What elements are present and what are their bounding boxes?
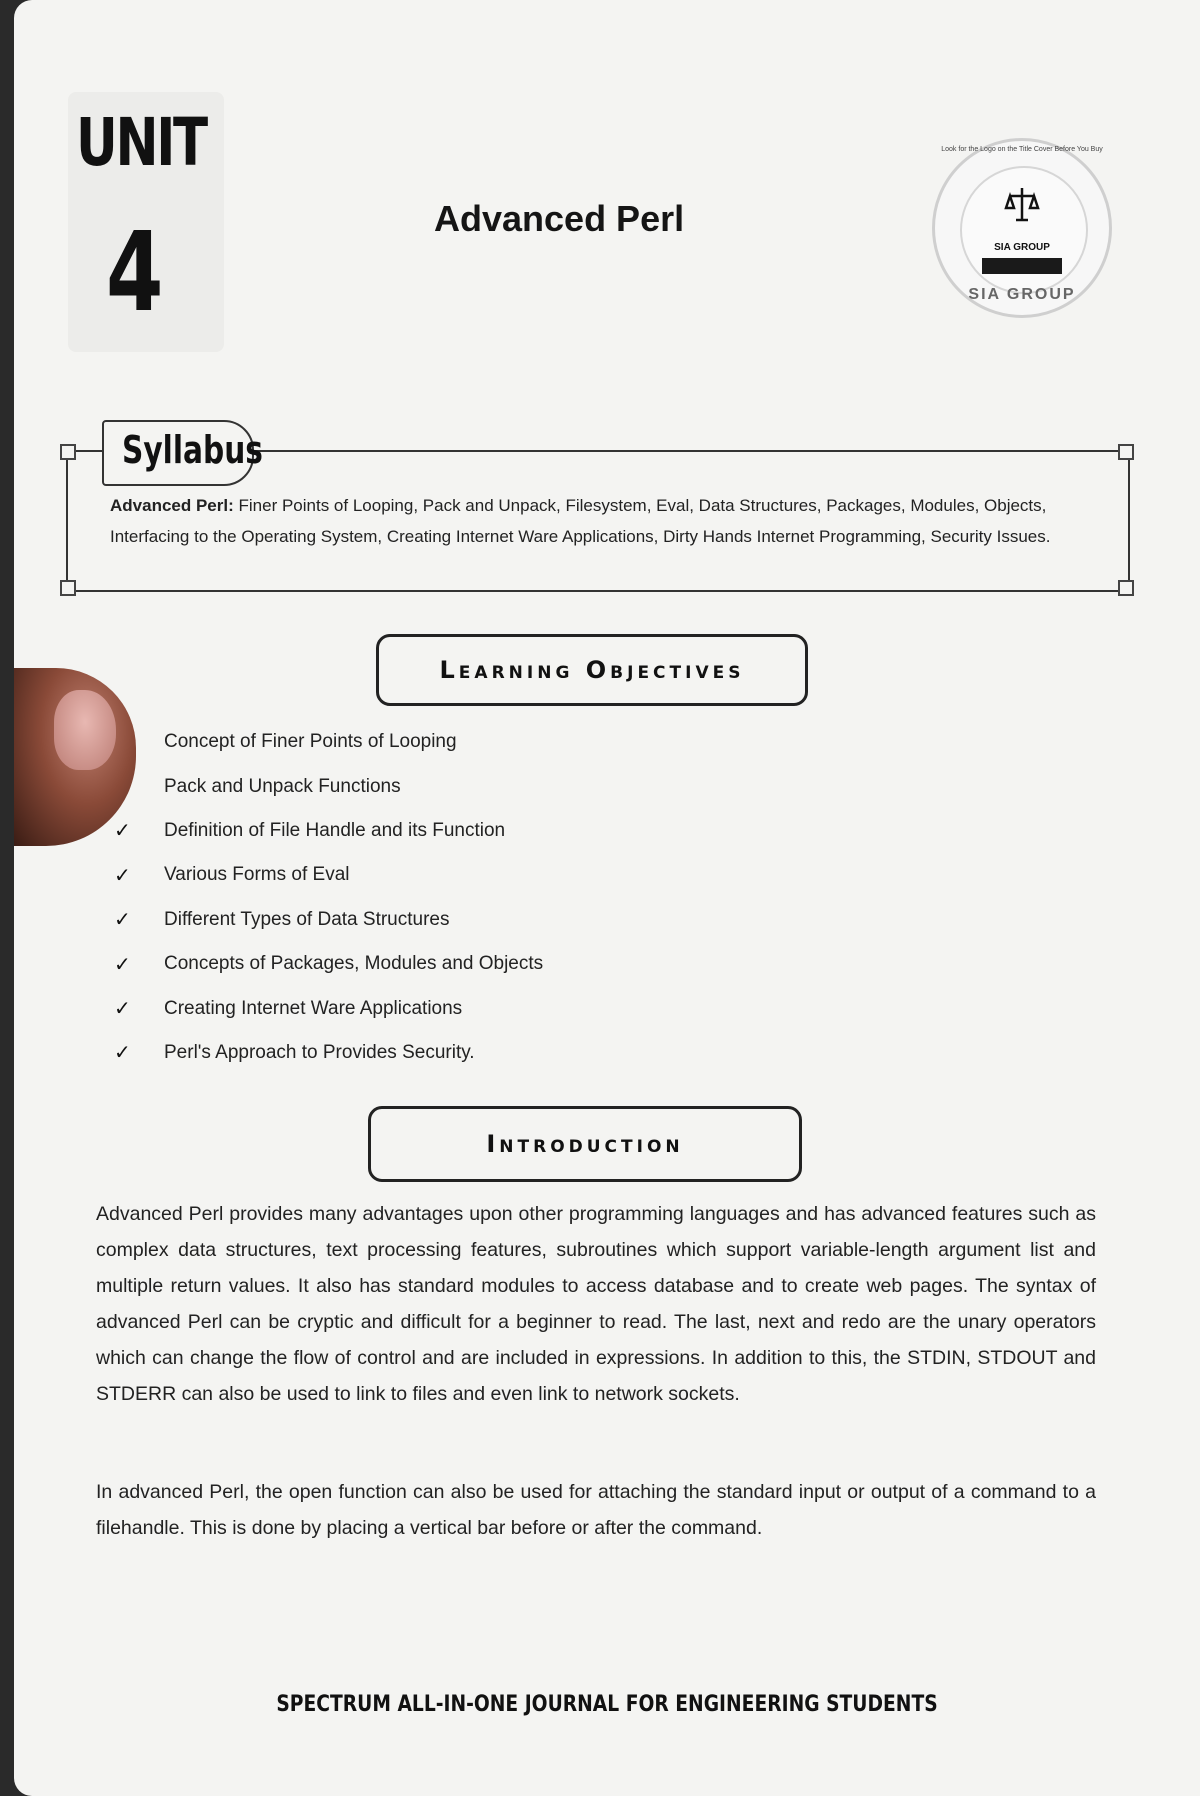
check-icon: ✓ xyxy=(114,1042,131,1065)
publisher-seal xyxy=(932,138,1112,318)
intro-paragraph: Advanced Perl provides many advantages upon other programming languages and has advanced features such as complex data structures, text processing features, subroutines which support variable-length argument list and multiple return values. It also has standard modules to access database and to create web pages. The syntax of advanced Perl can be cryptic and difficult for a beginner to read. The last, next and redo are the unary operators which can change the flow of control and are included in expressions. In addition to this, the STDIN, STDOUT and STDERR can also be used to link to files and even link to network sockets. xyxy=(96,1203,1096,1405)
page-footer: SPECTRUM ALL-IN-ONE JOURNAL FOR ENGINEERING STUDENTS xyxy=(276,1692,938,1717)
seal-ring-text: SIA GROUP xyxy=(968,286,1076,303)
check-icon: ✓ xyxy=(114,953,131,976)
list-item xyxy=(114,764,814,808)
thumbnail-photo xyxy=(54,690,116,770)
list-item xyxy=(114,942,814,986)
seal-bar xyxy=(982,258,1062,274)
list-item xyxy=(114,853,814,897)
objectives-list xyxy=(114,720,814,1075)
list-item xyxy=(114,898,814,942)
unit-label: UNIT xyxy=(76,104,206,181)
chapter-title: Advanced Perl xyxy=(434,198,685,239)
intro-paragraph: In advanced Perl, the open function can also be used for attaching the standard input or output of a command to a filehandle. This is done by placing a vertical bar before or after the command. xyxy=(96,1481,1096,1539)
syllabus-label: Syllabus xyxy=(122,428,263,472)
objective-text: Concepts of Packages, Modules and Objects xyxy=(164,953,544,975)
seal-top-text: Look for the Logo on the Title Cover Before You Buy xyxy=(941,146,1103,153)
objective-text: Perl's Approach to Provides Security. xyxy=(164,1041,475,1063)
objective-text: Definition of File Handle and its Function xyxy=(164,819,506,841)
check-icon: ✓ xyxy=(114,909,131,932)
objective-text: Creating Internet Ware Applications xyxy=(164,997,463,1019)
learning-objectives-title: Learning Objectives xyxy=(439,656,745,684)
seal-brand: SIA GROUP xyxy=(994,242,1050,253)
objective-text: Concept of Finer Points of Looping xyxy=(164,731,457,753)
check-icon: ✓ xyxy=(114,998,131,1021)
unit-number: 4 xyxy=(106,208,164,336)
objective-text: Various Forms of Eval xyxy=(164,864,350,886)
syllabus-text xyxy=(110,490,1110,552)
objective-text: Pack and Unpack Functions xyxy=(164,775,401,797)
objective-text: Different Types of Data Structures xyxy=(164,908,450,930)
corner-ornament xyxy=(1118,444,1134,460)
syllabus-body: Finer Points of Looping, Pack and Unpack, Filesystem, Eval, Data Structures, Packages, Modules, Objects, Interfacing to the Operating System, Creating Internet Ware Applications, Dirty Hands Internet Programming, Security Issues. xyxy=(110,496,1051,546)
corner-ornament xyxy=(60,580,76,596)
introduction-title: Introduction xyxy=(486,1130,684,1158)
list-item xyxy=(114,809,814,853)
check-icon: ✓ xyxy=(114,864,131,887)
page xyxy=(14,0,1200,1796)
scales-logo-icon xyxy=(1004,186,1040,222)
learning-objectives-heading xyxy=(376,634,808,706)
list-item xyxy=(114,1031,814,1075)
corner-ornament xyxy=(60,444,76,460)
list-item xyxy=(114,720,814,764)
introduction-heading xyxy=(368,1106,802,1182)
corner-ornament xyxy=(1118,580,1134,596)
check-icon: ✓ xyxy=(114,820,131,843)
list-item xyxy=(114,986,814,1030)
syllabus-lead: Advanced Perl: xyxy=(110,496,234,515)
